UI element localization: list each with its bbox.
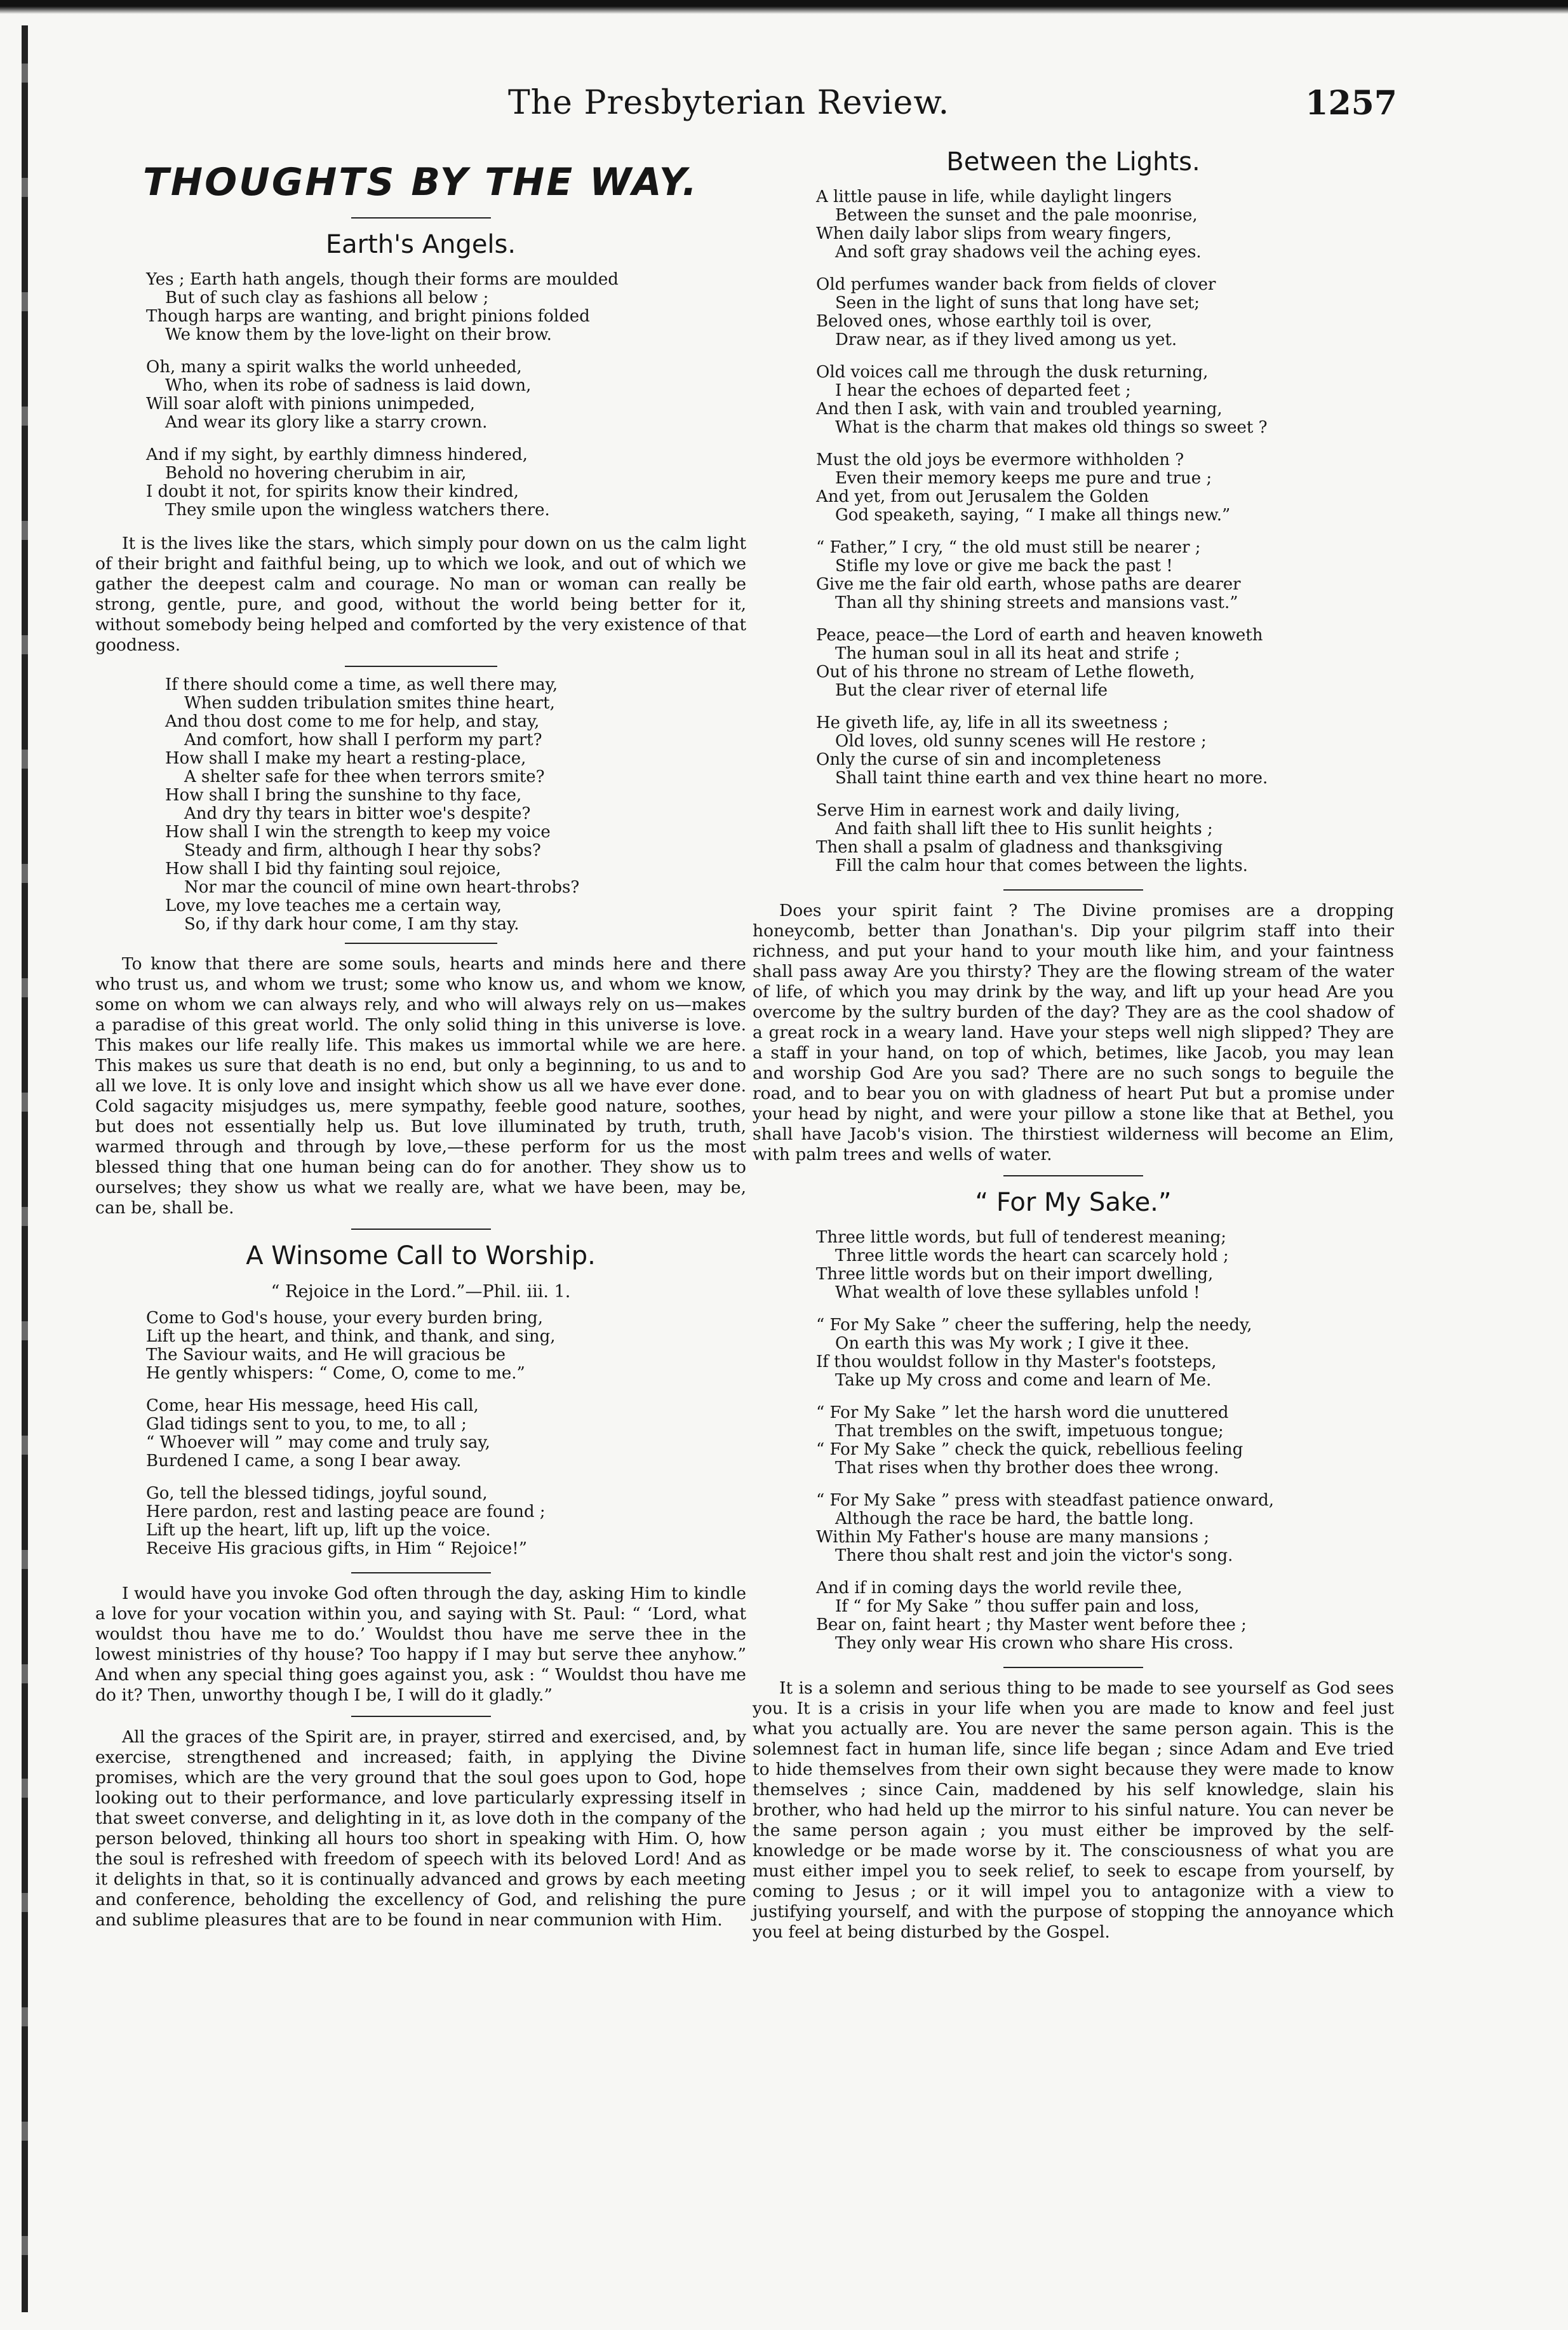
poem-line: When sudden tribulation smites thine heart, [184, 694, 555, 713]
divider [351, 1716, 491, 1717]
poem-line: How shall I bid thy fainting soul rejoice, [165, 859, 501, 879]
poem-title-for-my-sake: “ For My Sake.” [975, 1188, 1172, 1217]
section-title: THOUGHTS BY THE WAY. [142, 160, 699, 205]
paragraph: It is the lives like the stars, which simply pour down on us the calm light of their bright and faithful being, up to which we look, and out of which we gather the deepest calm and courage. No man or woman can really be strong, gentle, pure, and good, without the world being better for it, without somebody being helped and comforted by the very existence of that goodness. [95, 534, 746, 655]
poem-line: Come to God's house, your every burden bring, [146, 1309, 543, 1328]
poem-line: “ For My Sake ” cheer the suffering, help the needy, [816, 1316, 1252, 1335]
poem-line: And dry thy tears in bitter woe's despite? [184, 804, 531, 823]
poem-line: Receive His gracious gifts, in Him “ Rejoice!” [146, 1539, 527, 1558]
poem-line: I hear the echoes of departed feet ; [835, 381, 1131, 400]
poem-line: If “ for My Sake ” thou suffer pain and loss, [835, 1597, 1200, 1616]
stanza [816, 1579, 1394, 1653]
poem-line: A little pause in life, while daylight lingers [816, 187, 1172, 206]
poem-line: He gently whispers: “ Come, O, come to me.” [146, 1364, 525, 1383]
poem-line: And if my sight, by earthly dimness hindered, [146, 445, 528, 464]
poem-line: Seen in the light of suns that long have set; [835, 293, 1200, 313]
poem-line: “ For My Sake ” check the quick, rebellious feeling [816, 1440, 1243, 1459]
poem-line: Take up My cross and come and learn of Me. [835, 1371, 1212, 1390]
poem-line: So, if thy dark hour come, I am thy stay. [184, 915, 519, 934]
poem-line: And then I ask, with vain and troubled yearning, [816, 400, 1223, 419]
page-header [483, 84, 1397, 135]
stanza [146, 1309, 746, 1383]
poem-line: Serve Him in earnest work and daily living, [816, 801, 1181, 820]
poem-line: Go, tell the blessed tidings, joyful sound, [146, 1484, 488, 1503]
poem-line: Burdened I came, a song I bear away. [146, 1451, 462, 1471]
poem-line: A shelter safe for thee when terrors smite? [184, 767, 545, 786]
poem-line: Steady and firm, although I hear thy sobs? [184, 841, 541, 860]
paragraph: I would have you invoke God often through the day, asking Him to kindle a love for your vocation within you, and saying with St. Paul: “ ‘Lord, what wouldst thou have me to do.’ Wouldst thou have me serve thee in the lowest ministries of thy house? Too happy if I may but serve thee anyhow.” And when any special thing goes against you, ask : “ Wouldst thou have me do it? Then, unworthy though I be, I will do it gladly.” [95, 1584, 746, 1705]
poem-line: Lift up the heart, and think, and thank, and sing, [146, 1327, 556, 1346]
left-column [95, 147, 746, 1941]
poem-line: They only wear His crown who share His cross. [835, 1634, 1234, 1653]
poem-title-between-the-lights: Between the Lights. [946, 147, 1200, 177]
divider [1003, 889, 1143, 891]
poem-line: Must the old joys be evermore withholden ? [816, 450, 1184, 469]
poem-line: And faith shall lift thee to His sunlit heights ; [835, 819, 1213, 838]
poem-line: Old perfumes wander back from fields of clover [816, 275, 1216, 294]
stanza [816, 539, 1394, 612]
poem-line: Three little words but on their import dwelling, [816, 1265, 1214, 1284]
stanza [816, 1316, 1394, 1390]
poem-line: Although the race be hard, the battle long. [835, 1509, 1194, 1528]
poem-line: Will soar aloft with pinions unimpeded, [146, 394, 475, 414]
poem-line: Fill the calm hour that comes between the lights. [835, 856, 1248, 875]
divider [345, 943, 497, 944]
poem-line: If thou wouldst follow in thy Master's footsteps, [816, 1352, 1217, 1371]
poem-line: That trembles on the swift, impetuous tongue; [835, 1422, 1224, 1441]
poem-line: And if in coming days the world revile thee, [816, 1579, 1183, 1598]
poem-line: Old loves, old sunny scenes will He restore ; [835, 732, 1207, 751]
stanza [816, 1404, 1394, 1478]
poem-between-the-lights [816, 188, 1394, 875]
stanza [816, 1492, 1394, 1565]
poem-line: Out of his throne no stream of Lethe floweth, [816, 663, 1195, 682]
poem-earths-angels [146, 271, 746, 520]
divider [351, 1572, 491, 1573]
poem-line: Peace, peace—the Lord of earth and heaven knoweth [816, 626, 1263, 645]
divider [351, 217, 491, 219]
poem-line: Though harps are wanting, and bright pinions folded [146, 307, 590, 326]
divider [351, 1229, 491, 1230]
stanza [146, 1485, 746, 1558]
poem-line: “ For My Sake ” press with steadfast patience onward, [816, 1491, 1275, 1510]
right-column [753, 147, 1394, 1953]
poem-line: Who, when its robe of sadness is laid down, [165, 376, 532, 395]
stanza [146, 271, 746, 344]
poem-line: And thou dost come to me for help, and stay, [165, 712, 540, 731]
poem-line: If there should come a time, as well there may, [165, 675, 558, 694]
poem-line: I doubt it not, for spirits know their kindred, [146, 482, 519, 501]
poem-line: Come, hear His message, heed His call, [146, 1396, 479, 1415]
paragraph: Does your spirit faint ? The Divine promises are a dropping honeycomb, better than Jonathan's. Dip your pilgrim staff into their richness, and put your hand to your mouth like him, and your faintness shall pass away Are you thirsty? They are the flowing stream of the water of life, of which you may drink by the way, and lift up your head Are you overcome by the sultry burden of the day? They are as the cool shadow of a great rock in a weary land. Have your steps well nigh slipped? They are a staff in your hand, on top of which, betimes, like Jacob, you may lean and worship God Are you sad? There are no such songs to beguile the road, and to bear you on with gladness of heart Put but a promise under your head by night, and were your pillow a stone like that at Bethel, you shall have Jacob's vision. The thirstiest wilderness will become an Elim, with palm trees and wells of water. [753, 901, 1394, 1164]
poem-line: How shall I win the strength to keep my voice [165, 823, 551, 842]
poem-line: Shall taint thine earth and vex thine heart no more. [835, 769, 1268, 788]
poem-line: Stifle my love or give me back the past ! [835, 556, 1173, 576]
poem-line: When daily labor slips from weary fingers, [816, 224, 1172, 243]
poem-line: Nor mar the council of mine own heart-throbs? [184, 878, 580, 897]
poem-line: Three little words, but full of tenderest meaning; [816, 1228, 1227, 1247]
stanza [146, 446, 746, 520]
poem-line: “ Father,” I cry, “ the old must still be nearer ; [816, 538, 1201, 557]
poem-line: Lift up the heart, lift up, lift up the voice. [146, 1521, 491, 1540]
poem-line: “ Whoever will ” may come and truly say, [146, 1433, 490, 1452]
poem-line: But the clear river of eternal life [835, 681, 1108, 700]
poem-line: Glad tidings sent to you, to me, to all ; [146, 1415, 467, 1434]
poem-line: Yes ; Earth hath angels, though their forms are moulded [146, 270, 619, 289]
journal-title: The Presbyterian Review. [508, 84, 950, 122]
poem-line: And wear its glory like a starry crown. [165, 413, 488, 432]
poem-line: Old voices call me through the dusk returning, [816, 363, 1209, 382]
divider [1003, 1667, 1143, 1668]
poem-line: There thou shalt rest and join the victor's song. [835, 1546, 1233, 1565]
poem-line: That rises when thy brother does thee wrong. [835, 1458, 1219, 1478]
poem-line: Within My Father's house are many mansions ; [816, 1528, 1210, 1547]
poem-line: Between the sunset and the pale moonrise, [835, 206, 1198, 225]
divider [1003, 1175, 1143, 1176]
poem-line: God speaketh, saying, “ I make all things new.” [835, 506, 1231, 525]
poem-line: How shall I bring the sunshine to thy face, [165, 786, 522, 805]
poem-line: Three little words the heart can scarcely hold ; [835, 1246, 1229, 1265]
poem-line: We know them by the love-light on their brow. [165, 325, 552, 344]
poem-title-winsome-call: A Winsome Call to Worship. [246, 1241, 596, 1270]
poem-for-my-sake [816, 1229, 1394, 1653]
poem-line: Even their memory keeps me pure and true ; [835, 469, 1212, 488]
scan-top-border [0, 0, 1568, 14]
poem-line: “ For My Sake ” let the harsh word die unuttered [816, 1403, 1229, 1422]
poem-line: What is the charm that makes old things so sweet ? [835, 418, 1268, 437]
stanza [816, 363, 1394, 437]
stanza [816, 451, 1394, 525]
poem-line: How shall I make my heart a resting-place, [165, 749, 526, 768]
poem-if-there-should-come [165, 676, 746, 934]
poem-line: He giveth life, ay, life in all its sweetness ; [816, 713, 1169, 732]
paragraph: It is a solemn and serious thing to be made to see yourself as God sees you. It is a crisis in your life when you are made to know and feel just what you actually are. You are never the same person again. This is the solemnest fact in human life, since life began ; since Adam and Eve tried to hide themselves from their own sight because they were made to know themselves ; since Cain, maddened by his self knowledge, slain his brother, who had held up the mirror to his sinful nature. You can never be the same person again ; you must either be improved by the self-knowledge or be made worse by it. The consciousness of what you are must either impel you to seek relief, to seek to escape from yourself, by coming to Jesus ; or it will impel you to antagonize with a view to justifying yourself, and with the purpose of stopping the annoyance which you feel at being disturbed by the Gospel. [753, 1678, 1394, 1942]
stanza [816, 714, 1394, 788]
poem-title-earths-angels: Earth's Angels. [325, 230, 516, 259]
poem-line: But of such clay as fashions all below ; [165, 288, 489, 307]
poem-line: Oh, many a spirit walks the world unheeded, [146, 358, 522, 377]
poem-line: Draw near, as if they lived among us yet. [835, 330, 1177, 349]
poem-line: Beloved ones, whose earthly toil is over, [816, 312, 1153, 331]
scripture-reference: “ Rejoice in the Lord.”—Phil. iii. 1. [271, 1282, 571, 1302]
stanza [816, 802, 1394, 875]
poem-line: The human soul in all its heat and strife ; [835, 644, 1180, 663]
poem-line: The Saviour waits, and He will gracious be [146, 1345, 506, 1364]
stanza [816, 276, 1394, 349]
paragraph: All the graces of the Spirit are, in prayer, stirred and exercised, and, by exercise, strengthened and increased; faith, in applying the Divine promises, which are the very ground that the soul goes upon to God, hope looking out to their performance, and love particularly expressing itself in that sweet converse, and delighting in it, as love doth in the company of the person beloved, thinking all hours too short in speaking with Him. O, how the soul is refreshed with freedom of speech with its beloved Lord! And as it delights in that, so it is continually advanced and grows by each meeting and conference, beholding the excellency of God, and relishing the pure and sublime pleasures that are to be found in near communion with Him. [95, 1727, 746, 1930]
page-number: 1257 [1305, 84, 1397, 123]
poem-line: Give me the fair old earth, whose paths are dearer [816, 575, 1241, 594]
stanza [816, 626, 1394, 700]
poem-line: Love, my love teaches me a certain way, [165, 896, 502, 915]
stanza [816, 188, 1394, 262]
poem-line: Here pardon, rest and lasting peace are found ; [146, 1502, 546, 1521]
poem-line: And yet, from out Jerusalem the Golden [816, 487, 1149, 506]
stanza [146, 1397, 746, 1471]
poem-line: And comfort, how shall I perform my part? [184, 731, 542, 750]
poem-line: And soft gray shadows veil the aching eyes. [835, 243, 1202, 262]
poem-winsome-call [146, 1309, 746, 1558]
stanza [816, 1229, 1394, 1302]
scan-binding-edge [22, 25, 28, 2312]
poem-line: Only the curse of sin and incompleteness [816, 750, 1162, 769]
stanza [146, 358, 746, 432]
paragraph: To know that there are some souls, hearts and minds here and there who trust us, and whom we trust; some who know us, and whom we know, some on whom we can always rely, and who will always rely on us—makes a paradise of this great world. The only solid thing in this universe is love. This makes our life really life. This makes us immortal while we are here. This makes us sure that death is no end, but only a beginning, to us and to all we love. It is only love and insight which show us all we have ever done. Cold sagacity misjudges us, mere sympathy, feeble good nature, soothes, but does not essentially help us. But love illuminated by truth, truth, warmed through and through by love,—these perform for us the most blessed thing that one human being can do for another. They show us to ourselves; they show us what we really are, what we have been, may be, can be, shall be. [95, 954, 746, 1218]
poem-line: Then shall a psalm of gladness and thanksgiving [816, 838, 1223, 857]
poem-line: Than all thy shining streets and mansions vast.” [835, 593, 1238, 612]
poem-line: Behold no hovering cherubim in air, [165, 464, 467, 483]
divider [345, 666, 497, 667]
poem-line: Bear on, faint heart ; thy Master went before thee ; [816, 1615, 1247, 1634]
poem-line: On earth this was My work ; I give it thee. [835, 1334, 1189, 1353]
poem-line: What wealth of love these syllables unfold ! [835, 1283, 1200, 1302]
poem-line: They smile upon the wingless watchers there. [165, 501, 550, 520]
